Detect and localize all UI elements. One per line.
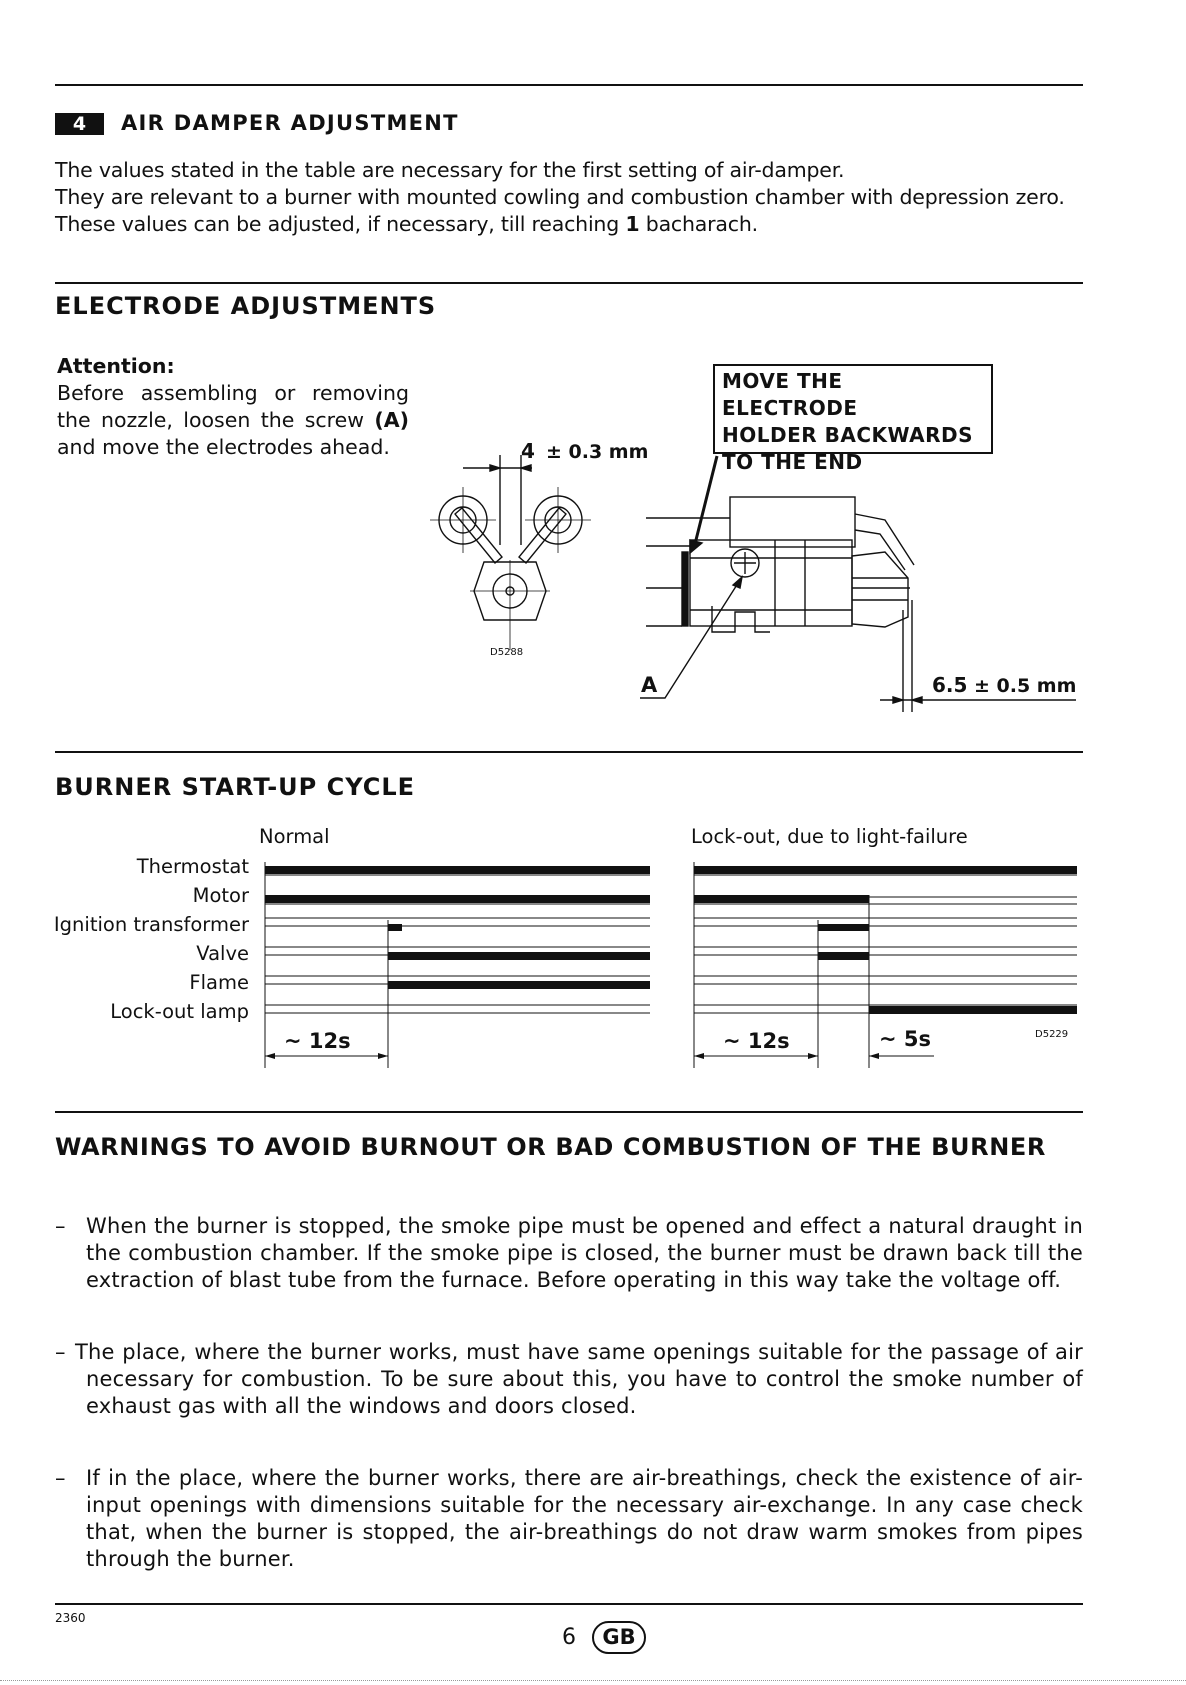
row-label-flame: Flame (189, 971, 249, 994)
rule-warnings (55, 1111, 1083, 1113)
callout-line2: HOLDER BACKWARDS (722, 423, 974, 447)
lockout-label: Lock-out, due to light-failure (691, 825, 968, 848)
lockout-time2: ~ 5s (879, 1027, 932, 1051)
section-title: AIR DAMPER ADJUSTMENT (121, 111, 459, 135)
warning-item-3 (55, 1465, 1083, 1573)
air-damper-line1: The values stated in the table are necessary for the first setting of air-damper. (55, 158, 845, 182)
bottom-dotted-line (0, 1680, 1186, 1681)
attention-line3: and move the electrodes ahead. (57, 435, 390, 459)
callout-line3: TO THE END (722, 450, 863, 474)
callout-line1: MOVE THE ELECTRODE (722, 369, 858, 420)
row-label-valve: Valve (196, 942, 249, 965)
timing-drawing-code: D5229 (1035, 1029, 1069, 1040)
language-badge: GB (592, 1621, 646, 1654)
warnings-title: WARNINGS TO AVOID BURNOUT OR BAD COMBUSTION OF THE BURNER (55, 1133, 1046, 1161)
attention-line2-text: the nozzle, loosen the screw (57, 408, 375, 432)
electrode-title: ELECTRODE ADJUSTMENTS (55, 292, 437, 320)
row-label-motor: Motor (192, 884, 249, 907)
warning-dash-2: – (55, 1340, 66, 1364)
warning-dash-3: – (55, 1466, 66, 1490)
attention-label: Attention: (57, 354, 175, 378)
page-number: 6 (562, 1625, 576, 1650)
section-number: 4 (55, 113, 104, 135)
screw-label: (A) (374, 408, 409, 432)
attention-line1: Before assembling or removing (57, 381, 409, 405)
warning-text-2: The place, where the burner works, must have same openings suitable for the passage of air necessary for combustion. To be sure about this, you have to control the smoke number of exhaust gas with all the windows and doors closed. (75, 1340, 1083, 1418)
lockout-time1: ~ 12s (723, 1029, 790, 1053)
line3-pre: These values can be adjusted, if necessary, till reaching (55, 212, 626, 236)
row-label-thermostat: Thermostat (136, 855, 249, 878)
warning-dash-1: – (55, 1214, 66, 1238)
normal-time: ~ 12s (284, 1029, 351, 1053)
warning-text-3: If in the place, where the burner works, there are air-breathings, check the existence of air-input openings with dimensions suitable for the necessary air-exchange. In any case check that, when the burner is stopped, the air-breathings do not draw warm smokes from pipes through the burner. (86, 1466, 1083, 1571)
doc-number: 2360 (55, 1611, 86, 1625)
screw-a-label: A (641, 673, 658, 697)
warning-item-2 (55, 1339, 1083, 1420)
dim1-tolerance: ± 0.3 mm (546, 441, 649, 463)
bottom-rule (55, 1603, 1083, 1605)
warning-text-1: When the burner is stopped, the smoke pipe must be opened and effect a natural draught in the combustion chamber. If the smoke pipe is closed, the burner must be drawn back till the extraction of blast tube from the furnace. Before operating in this way take the voltage off. (86, 1214, 1083, 1292)
line3-post: bacharach. (639, 212, 758, 236)
air-damper-line2: They are relevant to a burner with mounted cowling and combustion chamber with depression zero. (55, 185, 1065, 209)
normal-label: Normal (259, 825, 330, 848)
bacharach-value: 1 (625, 212, 640, 236)
startup-title: BURNER START-UP CYCLE (55, 773, 416, 801)
dim2-value: 6.5 (932, 673, 968, 697)
warning-item-1 (55, 1213, 1083, 1294)
electrode-drawing-code: D5288 (490, 647, 524, 658)
dim2-tolerance: ± 0.5 mm (974, 675, 1077, 697)
row-label-ignition: Ignition transformer (53, 913, 249, 936)
dim1-value: 4 (521, 439, 535, 463)
row-label-lockout: Lock-out lamp (110, 1000, 249, 1023)
